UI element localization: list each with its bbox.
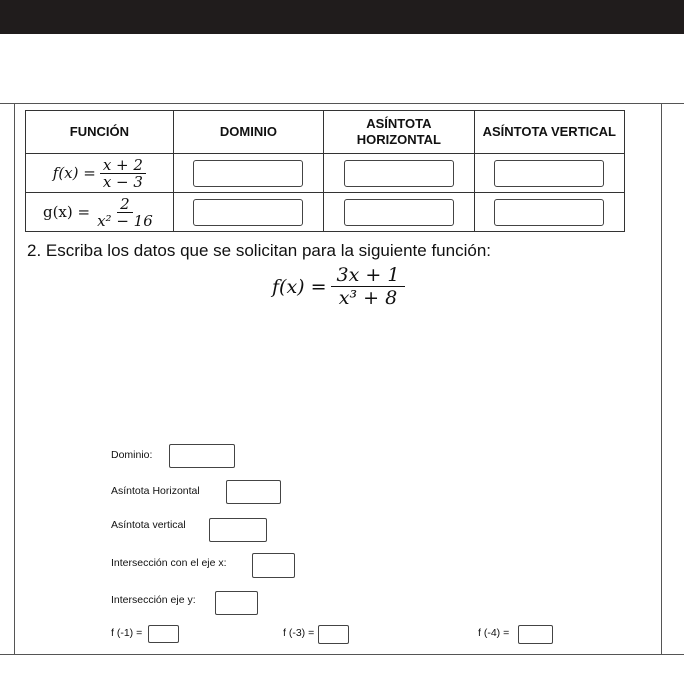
function-cell [26,193,174,232]
function-lhs: f(x) = [52,164,96,182]
asintota-horizontal-answer-box[interactable] [344,199,454,226]
dominio-input-box[interactable] [169,444,235,468]
asintota-vertical-input-box[interactable] [209,518,267,542]
f-minus-3-input-box[interactable] [318,625,349,644]
function-f [53,157,146,190]
function-g [43,196,156,229]
f-minus-1-label: f (-1) = [111,627,143,639]
table-header-row [26,111,625,154]
dominio-cell [173,193,323,232]
dominio-cell [173,154,323,193]
fraction-denominator: x − 3 [102,172,143,191]
asintota-vertical-answer-box[interactable] [494,160,604,187]
asintota-horizontal-answer-box[interactable] [344,160,454,187]
dominio-answer-box[interactable] [193,199,303,226]
frame-left-line [14,103,15,655]
instruction-text: 2. Escriba los datos que se solicitan para la siguiente función: [27,241,491,260]
interseccion-x-input-box[interactable] [252,553,295,578]
fraction-denominator: x² − 16 [97,211,153,230]
header-asintota-vertical: ASÍNTOTA VERTICAL [474,111,624,154]
asintota-vertical-cell [474,154,624,193]
fraction-numerator: x + 2 [100,157,146,174]
interseccion-y-label: Intersección eje y: [111,594,196,606]
frame-top-line [0,103,684,104]
frame-bottom-line [0,654,684,655]
f-minus-4-label: f (-4) = [478,627,510,639]
f-minus-3-label: f (-3) = [283,627,315,639]
fraction [94,196,156,229]
fraction-numerator: 2 [117,196,133,213]
fraction [100,157,146,190]
main-function [272,264,405,309]
asintota-vertical-cell [474,193,624,232]
frame-right-line [661,103,662,655]
dominio-label: Dominio: [111,449,153,461]
main-function-lhs: f(x) = [272,275,327,298]
asintota-horizontal-cell [324,193,474,232]
interseccion-y-input-box[interactable] [215,591,258,615]
asintota-horizontal-cell [324,154,474,193]
function-lhs: g(x) = [42,203,91,221]
asintota-vertical-answer-box[interactable] [494,199,604,226]
functions-table [25,110,625,232]
function-cell [26,154,174,193]
asintota-horizontal-input-box[interactable] [226,480,281,504]
main-fraction-numerator: 3x + 1 [331,264,406,287]
table-row [26,193,625,232]
table-row [26,154,625,193]
header-dominio: DOMINIO [173,111,323,154]
f-minus-1-input-box[interactable] [148,625,179,643]
interseccion-x-label: Intersección con el eje x: [111,557,227,569]
header-asintota-horizontal: ASÍNTOTA HORIZONTAL [324,111,474,154]
main-fraction [331,264,406,309]
asintota-horizontal-label: Asíntota Horizontal [111,485,200,497]
header-funcion: FUNCIÓN [26,111,174,154]
f-minus-4-input-box[interactable] [518,625,553,644]
top-dark-bar [0,0,684,34]
main-fraction-denominator: x³ + 8 [338,287,398,309]
asintota-vertical-label: Asíntota vertical [111,519,186,531]
dominio-answer-box[interactable] [193,160,303,187]
